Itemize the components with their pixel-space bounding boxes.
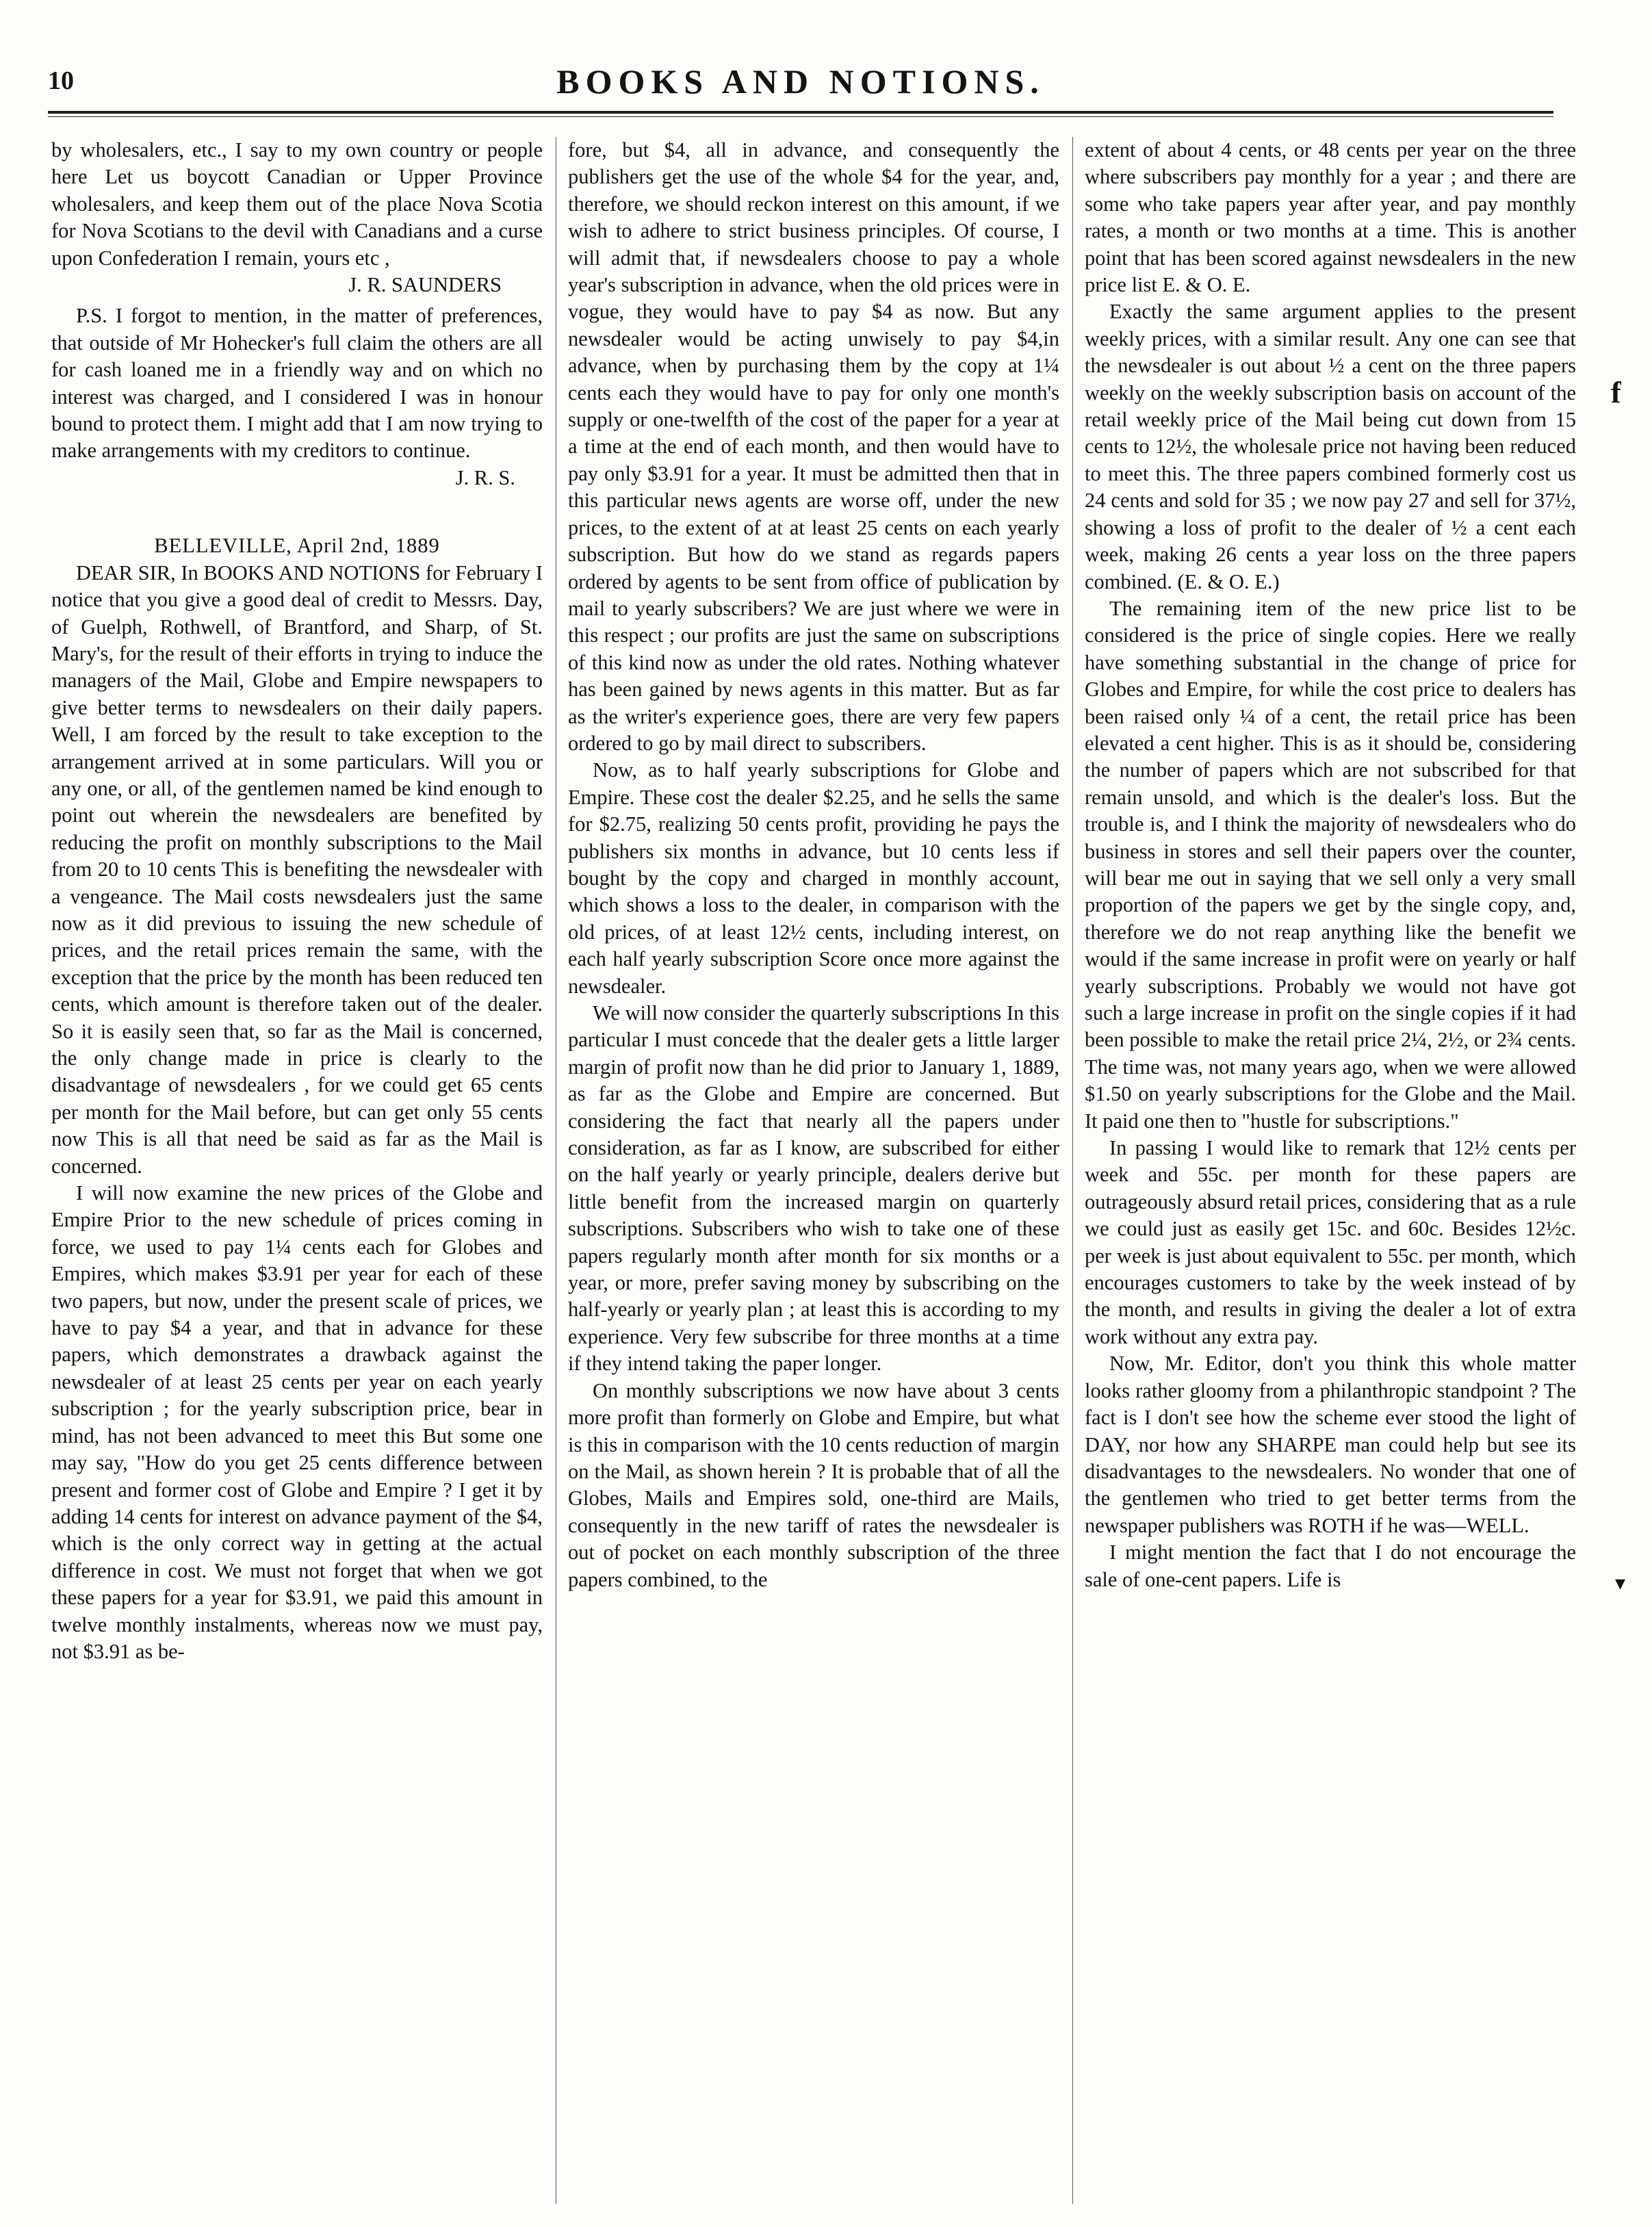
paragraph: I will now examine the new prices of the Globe and Empire Prior to the new schedule of prices coming in force, we used to pay 1¼ cents each for Globes and Empires, which makes $3.91 per year for each of these two papers, but now, under the present scale of prices, we have to pay $4 a year, and that in advance for these papers, which demonstrates a drawback against the newsdealer of at least 25 cents per year on each yearly subscription ; for the yearly subscription price, bear in mind, has not been advanced to meet this But some one may say, "How do you get 25 cents difference between present and former cost of Globe and Empire ? I get it by adding 14 cents for interest on advance payment of the $4, which is the only correct way in getting at the actual difference in cost. We must not forget that when we got these papers for a year for $3.91, we paid this amount in twelve monthly instalments, whereas now we must pay, not $3.91 as be- bbox=[51, 1181, 543, 1663]
page-header bbox=[48, 62, 1553, 107]
paragraph: The remaining item of the new price list to be considered is the price of single copies. Here we really have something substantial in the change of price for Globes and Empire, for while the cost price to dealers has been raised only ¼ of a cent, the retail price has been elevated a cent higher. This is as it should be, considering the number of papers which are not subscribed for that remain unsold, and which is the dealer's loss. But the trouble is, and I think the majority of newsdealers who do business in stores and sell their papers over the counter, will bear me out in saying that we sell only a very small proportion of the papers we get by the single copy, and, therefore we do not reap anything like the benefit we would if the same increase in profit were on yearly or half yearly subscriptions. Probably we would not have got such a large increase in profit on the single copies if it had been possible to make the retail price 2¼, 2½, or 2¾ cents. The time was, not many years ago, when we were allowed $1.50 on yearly subscriptions for the Globe and the Mail. It paid one then to "hustle for subscriptions." bbox=[1085, 596, 1576, 1133]
masthead-title: BOOKS AND NOTIONS. bbox=[556, 62, 1045, 101]
postscript: P.S. I forgot to mention, in the matter of preferences, that outside of Mr Hohecker's full claim the others are all for cash loaned me in a friendly way and on which no interest was charged, and I considered I was in honour bound to protect them. I might add that I am now trying to make arrangements with my creditors to continue. bbox=[51, 304, 543, 463]
header-rule bbox=[48, 111, 1553, 114]
paragraph: Now, Mr. Editor, don't you think this whole matter looks rather gloomy from a philanthropic standpoint ? The fact is I don't see how the scheme ever stood the light of DAY, nor how any SHARPE man could help but see its disadvantages to the newsdealers. No wonder that one of the gentlemen who tried to get better terms from the newspaper publishers was ROTH if he was—WELL. bbox=[1085, 1352, 1576, 1537]
paragraph: Exactly the same argument applies to the present weekly prices, with a similar result. Any one can see that the newsdealer is out about ½ a cent on the three papers weekly on the weekly subscription basis on account of the retail weekly price of the Mail being cut down from 15 cents to 12½, the wholesale price not having been reduced to meet this. The three papers combined formerly cost us 24 cents and sold for 35 ; we now pay 27 and sell for 37½, showing a loss of profit to the dealer of ½ a cent each week, making 26 cents a year loss on the three papers combined. (E. & O. E.) bbox=[1085, 300, 1576, 593]
text-column-1 bbox=[51, 137, 543, 2217]
paragraph: Now, as to half yearly subscriptions for Globe and Empire. These cost the dealer $2.25, and he sells the same for $2.75, realizing 50 cents profit, providing he pays the publishers six months in advance, but 10 cents less if bought by the copy and charged in monthly account, which shows a loss to the dealer, in comparison with the old prices, of at least 12½ cents, including interest, on each half yearly subscription Score once more against the newsdealer. bbox=[568, 758, 1059, 998]
margin-mark: f bbox=[1611, 376, 1621, 409]
signature: J. R. S. bbox=[455, 465, 515, 489]
text-column-2 bbox=[568, 137, 1059, 2217]
margin-mark: ▾ bbox=[1615, 1572, 1626, 1595]
paragraph: fore, but $4, all in advance, and consequently the publishers get the use of the whole $4 for the year, and, therefore, we should reckon interest on this amount, if we wish to adhere to strict business principles. Of course, I will admit that, if newsdealers choose to pay a whole year's subscription in advance, when the old prices were in vogue, they would have to pay $4 as now. But any newsdealer would be acting unwisely to pay $4,in advance, when by purchasing them by the copy at 1¼ cents each they would have to pay for only one month's supply or one-twelfth of the cost of the paper for a year at a time at the end of each month, and then would have to pay only $3.91 for a year. It must be admitted then that in this particular news agents are worse off, under the new prices, to the extent of at at least 25 cents on each yearly subscription. But how do we stand as regards papers ordered by agents to be sent from office of publication by mail to yearly subscribers? We are just where we were in this respect ; our profits are just the same on subscriptions of this kind now as under the old rates. Nothing whatever has been gained by news agents in this matter. But as far as the writer's experience goes, there are very few papers ordered to go by mail direct to subscribers. bbox=[568, 138, 1059, 755]
paragraph: In passing I would like to remark that 12½ cents per week and 55c. per month for these papers are outrageously absurd retail prices, considering that as a rule we could just as easily get 15c. and 60c. Besides 12½c. per week is just about equivalent to 55c. per month, which encourages customers to take by the week instead of by the month, and results in giving the dealer a lot of extra work without any extra pay. bbox=[1085, 1136, 1576, 1348]
column-divider bbox=[1072, 137, 1073, 2204]
paragraph: We will now consider the quarterly subscriptions In this particular I must concede that the dealer gets a little larger margin of profit now than he did prior to January 1, 1889, as far as the Globe and Empire are concerned. But considering the fact that nearly all the papers under consideration, as far as I know, are subscribed for either on the half yearly or yearly principle, dealers derive but little benefit from the increased margin on quarterly subscriptions. Subscribers who wish to take one of these papers regularly month after month for six months or a year, or more, prefer saving money by subscribing on the half-yearly or yearly plan ; at least this is according to my experience. Very few subscribe for three months at a time if they intend taking the paper longer. bbox=[568, 1001, 1059, 1376]
text-column-3 bbox=[1085, 137, 1576, 2217]
paragraph: DEAR SIR, In BOOKS AND NOTIONS for February I notice that you give a good deal of credit to Messrs. Day, of Guelph, Rothwell, of Brantford, and Sharp, of St. Mary's, for the result of their efforts in trying to induce the managers of the Mail, Globe and Empire newspapers to give better terms to newsdealers on their daily papers. Well, I am forced by the result to take exception to the arrangement arrived at in some particulars. Will you or any one, or all, of the gentlemen named be kind enough to point out wherein the newsdealers are benefited by reducing the profit on monthly subscriptions to the Mail from 20 to 10 cents This is benefiting the newsdealer with a vengeance. The Mail costs newsdealers just the same now as it did previous to issuing the new schedule of prices, and the retail prices remain the same, with the exception that the price by the month has been reduced ten cents, which amount is therefore taken out of the dealer. So it is easily seen that, so far as the Mail is concerned, the only change made in price is clearly to the disadvantage of newsdealers , for we could get 65 cents per month for the Mail before, but can get only 55 cents now This is all that need be said as far as the Mail is concerned. bbox=[51, 561, 543, 1178]
paragraph: by wholesalers, etc., I say to my own country or people here Let us boycott Canadian or Upper Province wholesalers, and keep them out of the place Nova Scotia for Nova Scotians to the devil with Canadians and a curse upon Confederation I remain, yours etc , bbox=[51, 138, 543, 270]
paragraph: extent of about 4 cents, or 48 cents per year on the three where subscribers pay monthly for a year ; and there are some who take papers year after year, and pay monthly rates, a month or two months at a time. This is another point that has been scored against newsdealers in the new price list E. & O. E. bbox=[1085, 138, 1576, 297]
paragraph: On monthly subscriptions we now have about 3 cents more profit than formerly on Globe and Empire, but what is this in comparison with the 10 cents reduction of margin on the Mail, as shown herein ? It is probable that of all the Globes, Mails and Empires sold, one-third are Mails, consequently in the new tariff of rates the newsdealer is out of pocket on each monthly subscription of the three papers combined, to the bbox=[568, 1378, 1059, 1591]
letter-dateline: BELLEVILLE, April 2nd, 1889 bbox=[154, 534, 440, 558]
header-rule-thin bbox=[48, 116, 1553, 117]
paragraph: I might mention the fact that I do not encourage the sale of one-cent papers. Life is bbox=[1085, 1541, 1576, 1591]
page-number: 10 bbox=[48, 66, 74, 95]
signature: J. R. SAUNDERS bbox=[348, 273, 502, 297]
